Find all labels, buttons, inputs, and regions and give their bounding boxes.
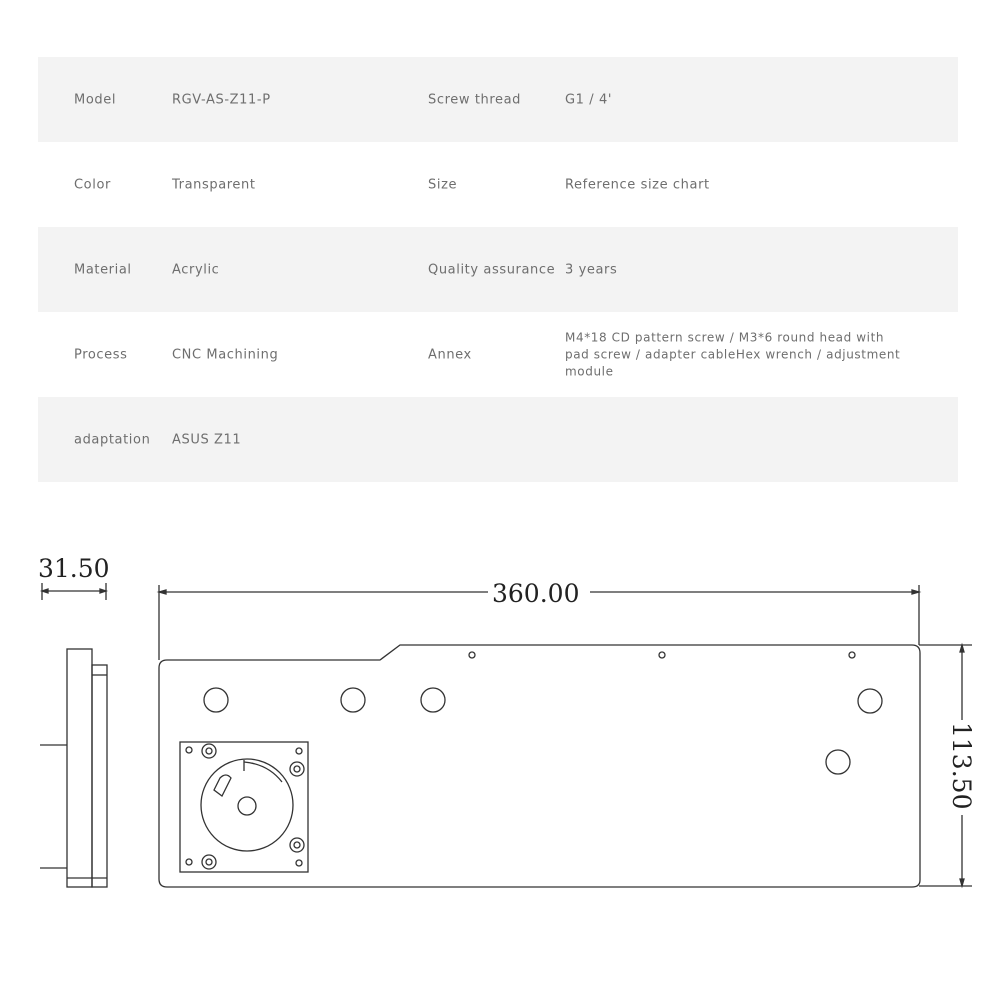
spec-value: ASUS Z11 <box>172 432 242 447</box>
side-view <box>40 583 107 887</box>
spec-value: 3 years <box>565 262 618 277</box>
fitting-block <box>180 742 308 872</box>
spec-row-material <box>38 227 958 312</box>
spec-value: Transparent <box>172 177 256 192</box>
spec-row-adaptation <box>38 397 958 482</box>
spec-label: Quality assurance <box>428 262 556 277</box>
technical-drawing <box>0 540 1000 900</box>
spec-value: Acrylic <box>172 262 220 277</box>
spec-label: Size <box>428 177 458 192</box>
spec-label: Color <box>74 177 111 192</box>
spec-table <box>38 57 958 482</box>
spec-label: Annex <box>428 347 472 362</box>
height-label: 113.50 <box>947 722 976 810</box>
spec-label: Material <box>74 262 132 277</box>
spec-row-color <box>38 142 958 227</box>
spec-row-process <box>38 312 958 397</box>
spec-value: CNC Machining <box>172 347 279 362</box>
plate-outline <box>159 645 920 887</box>
spec-value-annex: M4*18 CD pattern screw / M3*6 round head with pad screw / adapter cableHex wrench / adjustment module <box>565 330 901 378</box>
spec-row-model <box>38 57 958 142</box>
length-label: 360.00 <box>492 579 580 608</box>
spec-label: Model <box>74 92 117 107</box>
spec-label: adaptation <box>74 432 151 447</box>
spec-value: RGV-AS-Z11-P <box>172 92 271 107</box>
spec-value: Reference size chart <box>565 177 710 192</box>
spec-value: G1 / 4' <box>565 92 613 107</box>
spec-label: Process <box>74 347 128 362</box>
thickness-label: 31.50 <box>38 554 110 583</box>
spec-label: Screw thread <box>428 92 522 107</box>
